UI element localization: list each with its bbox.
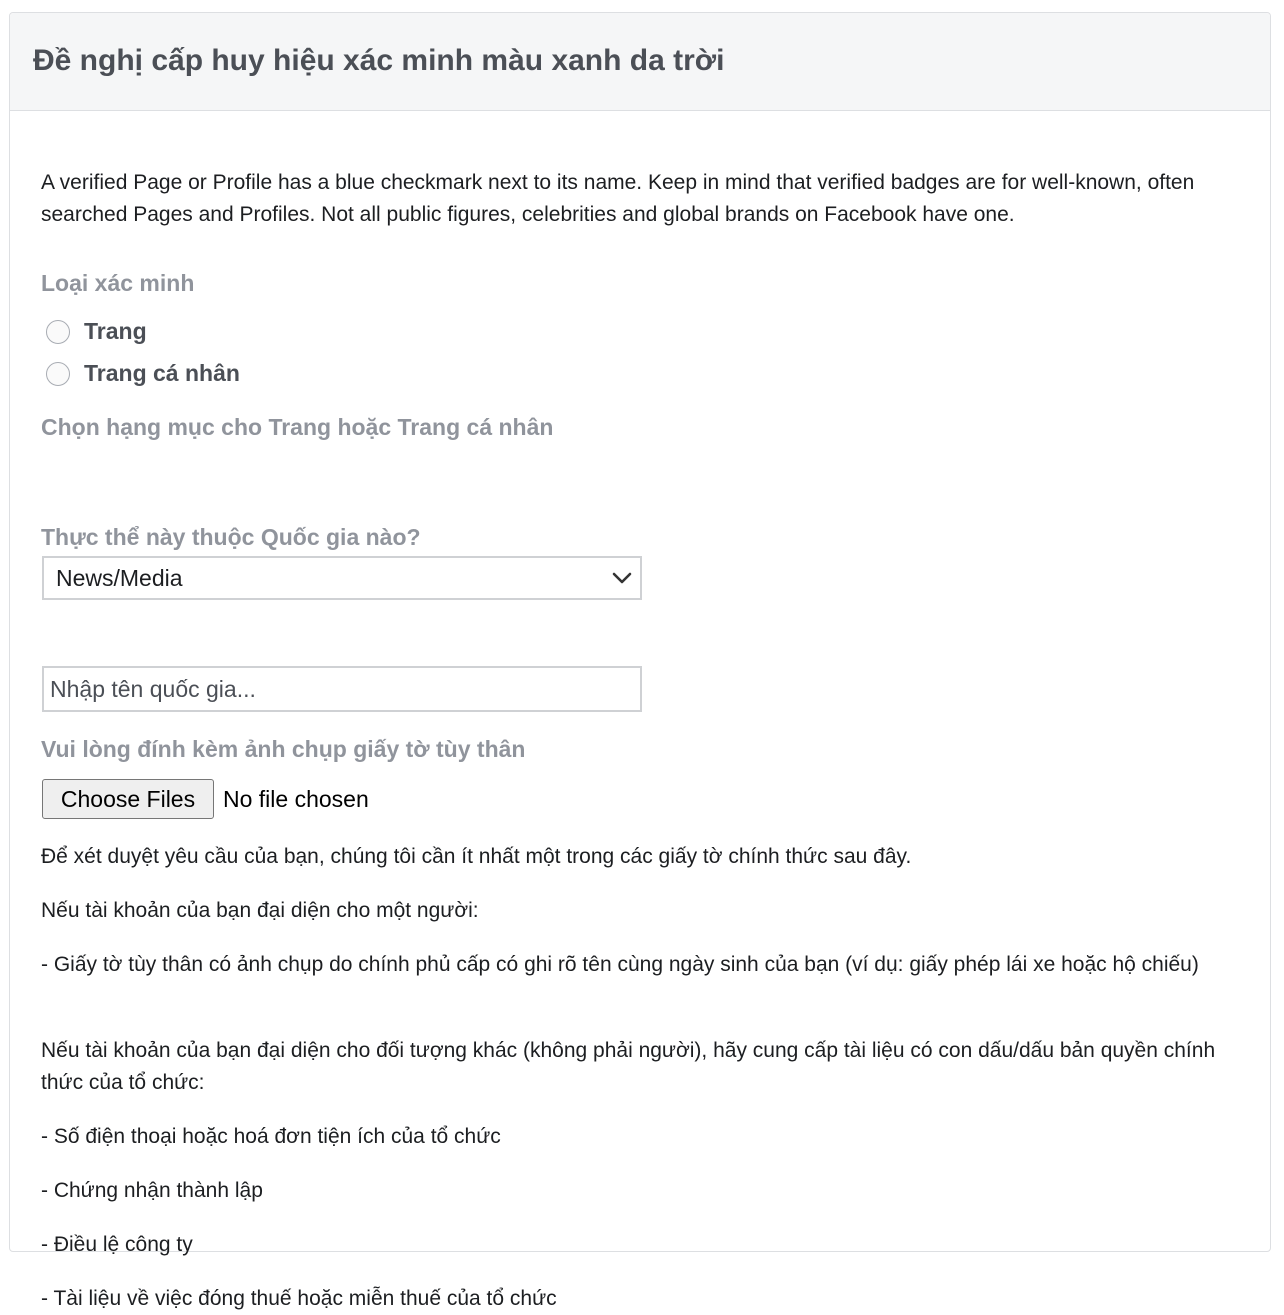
file-status: No file chosen xyxy=(223,785,369,812)
category-select[interactable] xyxy=(42,556,642,600)
instruction-paragraph: - Số điện thoại hoặc hoá đơn tiện ích của tổ chức xyxy=(41,1125,501,1148)
intro-text: A verified Page or Profile has a blue checkmark next to its name. Keep in mind that verified badges are for well-known, often searched Pages and Profiles. Not all public figures, celebrities and global brands on Facebook have one. xyxy=(41,171,1195,226)
instruction-paragraph: - Giấy tờ tùy thân có ảnh chụp do chính phủ cấp có ghi rõ tên cùng ngày sinh của bạn (ví dụ: giấy phép lái xe hoặc hộ chiếu) xyxy=(41,953,1199,976)
panel-header xyxy=(10,13,1270,111)
verification-request-panel xyxy=(9,12,1271,1310)
instruction-paragraph: - Tài liệu về việc đóng thuế hoặc miễn thuế của tổ chức xyxy=(41,1287,557,1310)
chevron-down-icon xyxy=(610,566,634,590)
radio-button-page[interactable] xyxy=(46,320,70,344)
instruction-paragraph: Nếu tài khoản của bạn đại diện cho đối tượng khác (không phải người), hãy cung cấp tài liệu có con dấu/dấu bản quyền chính thức của tổ chức: xyxy=(41,1039,1216,1094)
radio-label-page[interactable]: Trang xyxy=(84,318,147,344)
choose-files-button[interactable]: Choose Files xyxy=(42,779,214,819)
file-picker xyxy=(42,779,369,819)
country-input[interactable] xyxy=(42,666,642,712)
radio-label-profile[interactable]: Trang cá nhân xyxy=(84,360,240,386)
attachment-label: Vui lòng đính kèm ảnh chụp giấy tờ tùy thân xyxy=(41,736,526,762)
instruction-paragraph: - Điều lệ công ty xyxy=(41,1233,193,1256)
category-label: Chọn hạng mục cho Trang hoặc Trang cá nhân xyxy=(41,414,554,440)
radio-option-page[interactable] xyxy=(46,318,147,345)
country-input-placeholder: Nhập tên quốc gia... xyxy=(50,675,256,702)
category-selected-value: News/Media xyxy=(56,564,183,591)
radio-option-profile[interactable] xyxy=(46,360,240,387)
instruction-paragraph: Để xét duyệt yêu cầu của bạn, chúng tôi cần ít nhất một trong các giấy tờ chính thức sau đây. xyxy=(41,845,912,868)
radio-button-profile[interactable] xyxy=(46,362,70,386)
country-label: Thực thể này thuộc Quốc gia nào? xyxy=(41,524,421,550)
page-title: Đề nghị cấp huy hiệu xác minh màu xanh da trời xyxy=(33,43,725,77)
instruction-paragraph: - Chứng nhận thành lập xyxy=(41,1179,263,1202)
instruction-paragraph: Nếu tài khoản của bạn đại diện cho một người: xyxy=(41,899,479,922)
verification-type-label: Loại xác minh xyxy=(41,270,195,296)
